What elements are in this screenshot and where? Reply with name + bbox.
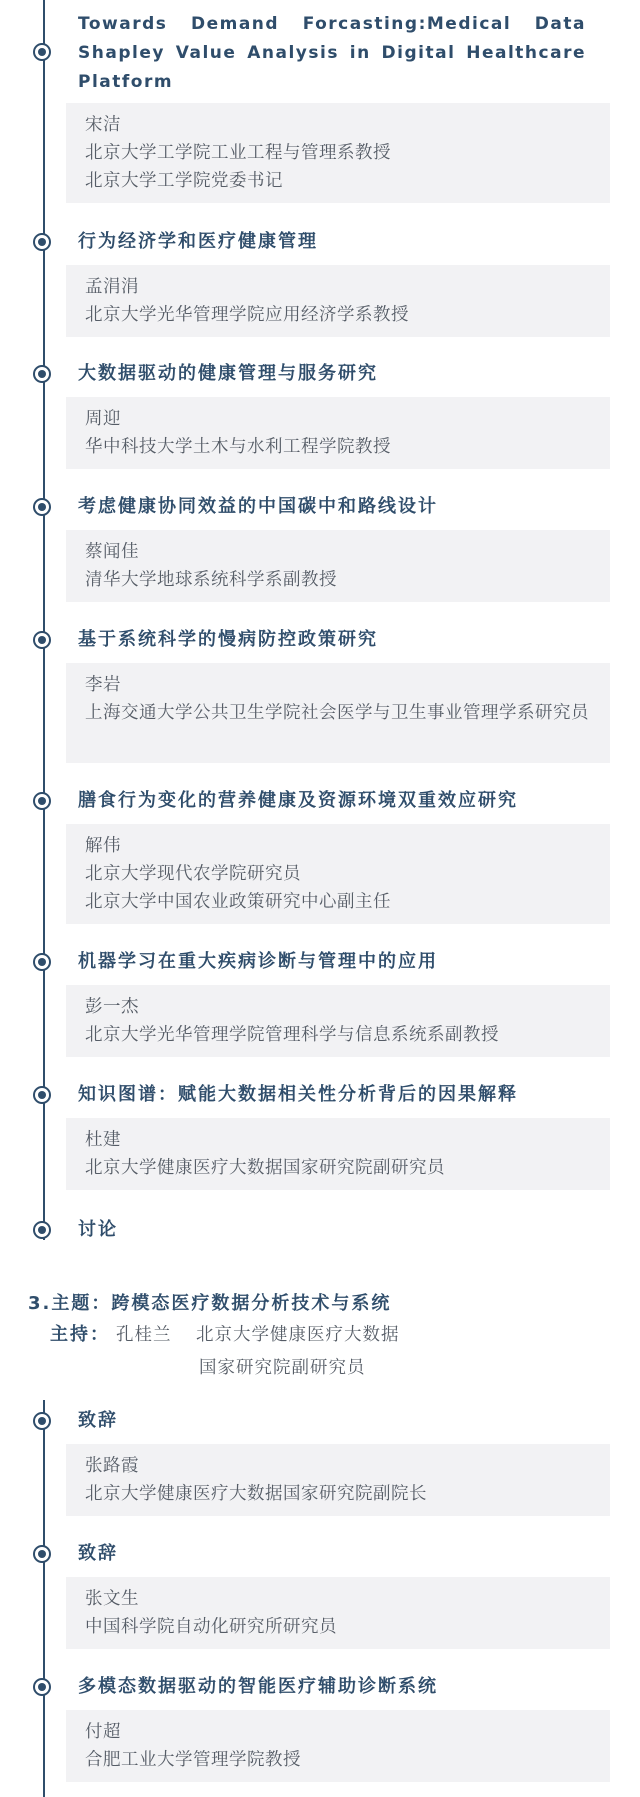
speaker-affiliation: 北京大学工学院工业工程与管理系教授	[85, 143, 391, 163]
speaker-affiliation: 上海交通大学公共卫生学院社会医学与卫生事业管理学系研究员	[85, 703, 589, 723]
speaker-affiliation: 北京大学工学院党委书记	[85, 171, 283, 191]
timeline-dot-icon	[33, 1678, 51, 1696]
timeline-dot-icon	[33, 1412, 51, 1430]
speaker-name: 彭一杰	[85, 997, 139, 1017]
speaker-card	[66, 985, 610, 1057]
speaker-name: 张文生	[85, 1589, 139, 1609]
speaker-affiliation: 合肥工业大学管理学院教授	[85, 1750, 301, 1770]
speaker-affiliation: 北京大学光华管理学院管理科学与信息系统系副教授	[85, 1025, 499, 1045]
host-affiliation: 北京大学健康医疗大数据	[196, 1325, 400, 1345]
speaker-affiliation: 清华大学地球系统科学系副教授	[85, 570, 337, 590]
talk-title: 基于系统科学的慢病防控政策研究	[78, 629, 378, 650]
speaker-card	[66, 663, 610, 763]
speaker-name: 周迎	[85, 409, 121, 429]
speaker-affiliation: 北京大学中国农业政策研究中心副主任	[85, 892, 391, 912]
speaker-name: 孟涓涓	[85, 277, 139, 297]
timeline-dot-icon	[33, 953, 51, 971]
speaker-card	[66, 1444, 610, 1516]
timeline-dot-icon	[33, 43, 51, 61]
talk-title: 考虑健康协同效益的中国碳中和路线设计	[78, 496, 438, 517]
speaker-card	[66, 530, 610, 602]
speaker-name: 付超	[85, 1722, 121, 1742]
timeline-dot-icon	[33, 233, 51, 251]
talk-title: 致辞	[78, 1543, 118, 1564]
talk-title: 致辞	[78, 1410, 118, 1431]
speaker-name: 宋洁	[85, 115, 121, 135]
speaker-affiliation: 北京大学光华管理学院应用经济学系教授	[85, 305, 409, 325]
speaker-name: 解伟	[85, 836, 121, 856]
talk-title: 大数据驱动的健康管理与服务研究	[78, 363, 378, 384]
speaker-affiliation: 华中科技大学土木与水利工程学院教授	[85, 437, 391, 457]
timeline-dot-icon	[33, 631, 51, 649]
host-affiliation: 国家研究院副研究员	[199, 1358, 366, 1378]
talk-title: 行为经济学和医疗健康管理	[78, 231, 318, 252]
speaker-affiliation: 北京大学健康医疗大数据国家研究院副研究员	[85, 1158, 445, 1178]
speaker-card	[66, 1118, 610, 1190]
speaker-card	[66, 824, 610, 924]
talk-title: 讨论	[78, 1219, 118, 1240]
speaker-name: 蔡闻佳	[85, 542, 139, 562]
timeline-line-session3	[43, 1400, 45, 1797]
speaker-card	[66, 103, 610, 203]
talk-title: 知识图谱：赋能大数据相关性分析背后的因果解释	[78, 1084, 518, 1105]
speaker-card	[66, 1577, 610, 1649]
speaker-card	[66, 397, 610, 469]
timeline-dot-icon	[33, 1545, 51, 1563]
host-label: 主持：	[50, 1324, 110, 1345]
timeline-dot-icon	[33, 1221, 51, 1239]
talk-title: 多模态数据驱动的智能医疗辅助诊断系统	[78, 1676, 438, 1697]
timeline-dot-icon	[33, 1086, 51, 1104]
talk-title: 膳食行为变化的营养健康及资源环境双重效应研究	[78, 790, 518, 811]
speaker-name: 张路霞	[85, 1456, 139, 1476]
speaker-affiliation: 北京大学现代农学院研究员	[85, 864, 301, 884]
timeline-line-session2	[43, 0, 45, 1240]
timeline-dot-icon	[33, 498, 51, 516]
host-name: 孔桂兰	[116, 1325, 172, 1345]
speaker-name: 杜建	[85, 1130, 121, 1150]
talk-title: Towards Demand Forcasting:Medical Data Shapley Value Analysis in Digital Healthcare Platform	[78, 14, 586, 92]
speaker-card	[66, 1710, 610, 1782]
timeline-dot-icon	[33, 792, 51, 810]
talk-title: 机器学习在重大疾病诊断与管理中的应用	[78, 951, 438, 972]
speaker-name: 李岩	[85, 675, 121, 695]
speaker-card	[66, 265, 610, 337]
speaker-affiliation: 中国科学院自动化研究所研究员	[85, 1617, 337, 1637]
speaker-affiliation: 北京大学健康医疗大数据国家研究院副院长	[85, 1484, 427, 1504]
session-heading: 3.主题：跨模态医疗数据分析技术与系统	[28, 1293, 392, 1314]
timeline-dot-icon	[33, 365, 51, 383]
